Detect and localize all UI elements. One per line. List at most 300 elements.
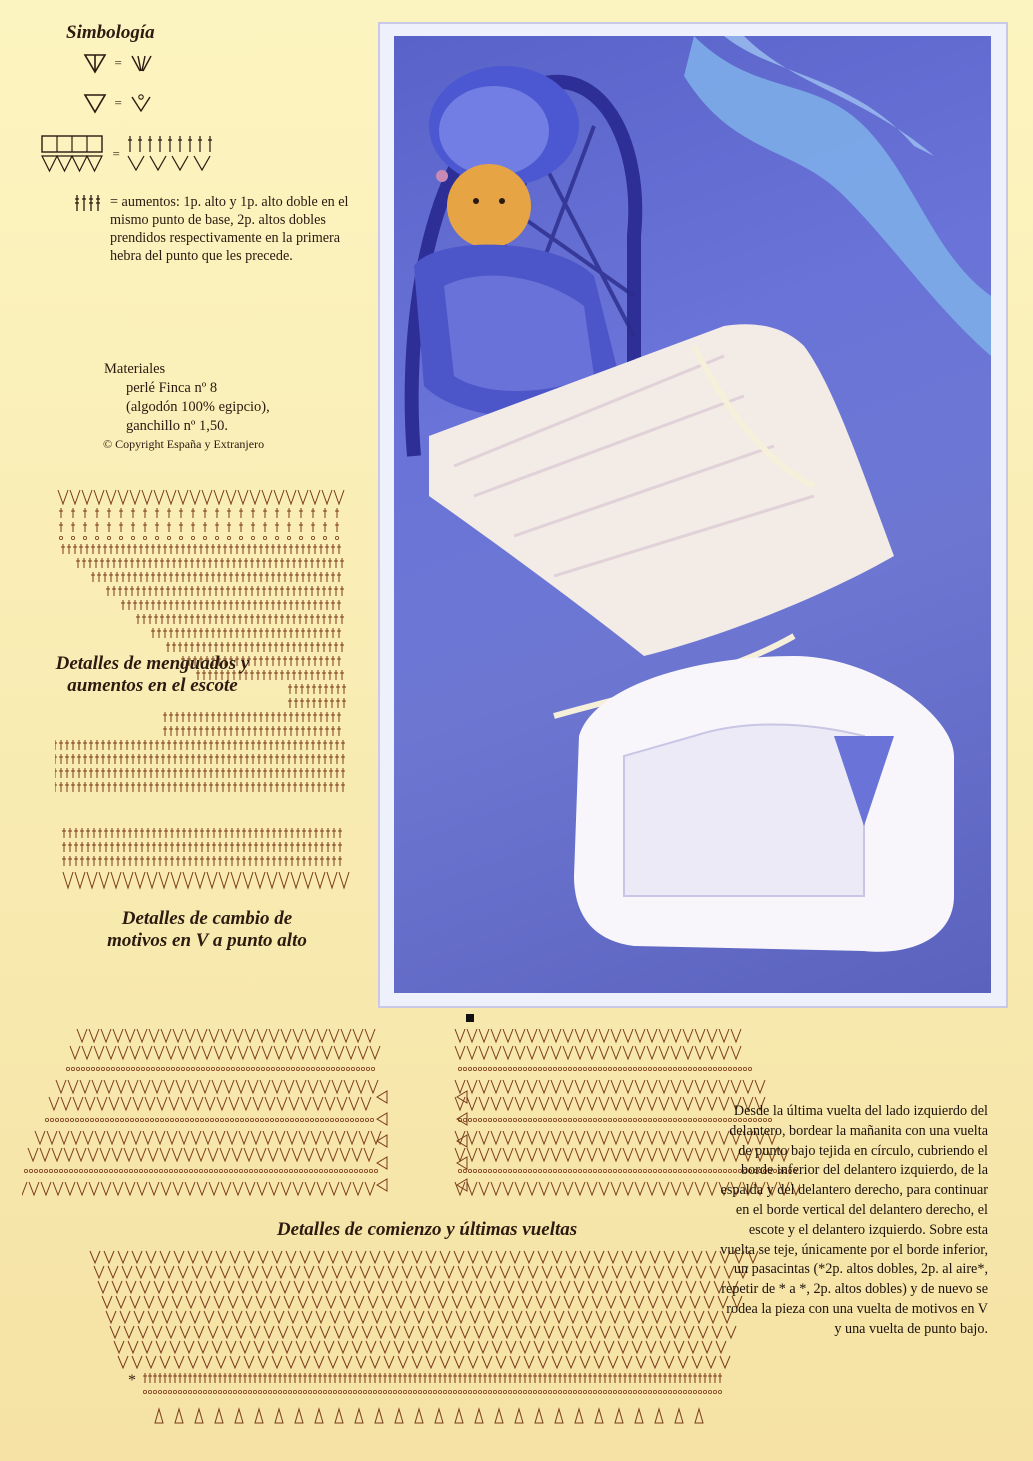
chain-stitch-mark [573,1067,576,1070]
v-stitch-mark [551,1148,561,1161]
tall-stitch-mark [383,1373,387,1383]
v-stitch-mark [287,1131,297,1144]
v-stitch-mark [224,1281,234,1293]
tall-stitch-mark [227,768,231,778]
v-stitch-mark [293,1182,303,1195]
chain-stitch-mark [224,1169,227,1172]
chain-stitch-mark [678,1390,681,1393]
tall-stitch-mark [277,572,281,582]
v-stitch-mark [268,1148,278,1161]
chain-stitch-mark [498,1169,501,1172]
tall-stitch-mark [320,828,324,838]
v-stitch-mark [22,1182,27,1195]
tall-stitch-mark [295,600,299,610]
v-stitch-mark [404,1326,414,1338]
tall-stitch-mark [335,782,339,792]
tall-stitch-mark [158,856,162,866]
v-stitch-mark [416,1266,426,1278]
v-stitch-mark [88,1148,98,1161]
chain-stitch-mark [508,1118,511,1121]
chain-stitch-mark [508,1067,511,1070]
picot-mark [355,1409,363,1423]
tall-stitch-mark [325,572,329,582]
cluster-stitch-icon [128,52,154,74]
v-stitch-mark [248,1266,258,1278]
tall-stitch-mark [128,828,132,838]
v-stitch-mark [53,1182,63,1195]
chain-stitch-mark [363,1390,366,1393]
v-stitch-mark [114,1341,124,1353]
chain-stitch-mark [90,1118,93,1121]
chain-stitch-mark [280,1118,283,1121]
chain-stitch-mark [678,1169,681,1172]
v-stitch-mark [265,1097,275,1110]
chain-stitch-mark [608,1390,611,1393]
chain-stitch-mark [578,1390,581,1393]
v-stitch-mark [695,1148,705,1161]
chain-stitch-mark [688,1118,691,1121]
tall-stitch-mark [328,558,332,568]
v-stitch-mark [148,1148,158,1161]
tall-stitch-mark [319,628,323,638]
v-stitch-mark [695,1131,705,1144]
v-stitch-mark [539,1080,549,1093]
tall-stitch-mark [65,740,69,750]
tall-stitch-mark [283,726,287,736]
chain-stitch-mark [663,1390,666,1393]
v-stitch-mark [298,1046,308,1059]
chain-stitch-mark [346,1067,349,1070]
v-stitch-mark [352,1148,362,1161]
tall-stitch-mark [283,544,287,554]
v-stitch-mark [659,1182,669,1195]
tall-stitch-mark [143,754,147,764]
picot-mark [295,1409,303,1423]
tall-stitch-mark [316,586,320,596]
chain-stitch-mark [498,1067,501,1070]
tall-stitch-mark [262,642,266,652]
v-stitch-mark [336,1281,346,1293]
chain-stitch-mark [558,1067,561,1070]
tall-stitch-mark [211,726,215,736]
tall-stitch-mark [523,1373,527,1383]
v-stitch-mark [98,1281,108,1293]
tall-stitch-mark [127,544,131,554]
chain-stitch-mark [215,536,218,539]
tall-stitch-mark [287,508,291,518]
tall-stitch-mark [161,768,165,778]
tall-stitch-mark [324,684,328,694]
v-stitch-mark [650,1356,660,1368]
v-stitch-mark [308,1281,318,1293]
v-stitch-mark [135,872,145,888]
tall-stitch-mark [272,856,276,866]
tall-stitch-mark [578,1373,582,1383]
tall-stitch-mark [203,508,207,518]
chain-stitch-mark [503,1390,506,1393]
tall-stitch-mark [230,856,234,866]
v-stitch-mark [587,1029,597,1042]
tall-stitch-mark [107,754,111,764]
chain-stitch-mark [124,1169,127,1172]
tall-stitch-mark [226,558,230,568]
tall-stitch-mark [137,740,141,750]
tall-stitch-mark [236,856,240,866]
chain-stitch-mark [613,1067,616,1070]
v-stitch-mark [504,1281,514,1293]
v-stitch-mark [456,1311,466,1323]
tall-stitch-mark [278,842,282,852]
v-stitch-mark [326,1296,336,1308]
tall-stitch-mark [160,586,164,596]
chain-stitch-mark [134,1169,137,1172]
v-stitch-mark [479,1080,489,1093]
tall-stitch-mark [221,768,225,778]
v-stitch-mark [230,1251,240,1263]
tall-stitch-mark [217,544,221,554]
chain-stitch-mark [341,1067,344,1070]
chain-stitch-mark [45,1118,48,1121]
chain-stitch-mark [335,1118,338,1121]
tall-stitch-mark [199,544,203,554]
v-stitch-mark [599,1029,609,1042]
side-triangle-mark [377,1113,387,1125]
motif-heading-line-2: motivos en V a punto alto [107,930,307,951]
v-stitch-mark [305,1182,315,1195]
v-stitch-mark [659,1046,669,1059]
picot-mark [515,1409,523,1423]
tall-stitch-mark [294,684,298,694]
v-stitch-mark [145,1097,155,1110]
chain-stitch-mark [361,1067,364,1070]
tall-stitch-mark [229,628,233,638]
tall-stitch-mark [242,828,246,838]
tall-stitch-mark [202,614,206,624]
v-stitch-mark [587,1097,597,1110]
chain-stitch-mark [303,1390,306,1393]
tall-stitch-mark [259,600,263,610]
tall-stitch-mark [194,856,198,866]
v-stitch-mark [731,1029,741,1042]
v-stitch-mark [584,1266,594,1278]
tall-stitch-mark [148,614,152,624]
v-stitch-mark [660,1341,670,1353]
tall-stitch-mark [326,842,330,852]
chain-stitch-mark [191,1067,194,1070]
tall-stitch-mark [191,754,195,764]
tall-stitch-mark [220,642,224,652]
tall-stitch-mark [131,768,135,778]
tall-stitch-mark [169,600,173,610]
v-stitch-mark [111,872,121,888]
chain-stitch-mark [308,1390,311,1393]
v-stitch-mark [150,1266,160,1278]
tall-stitch-mark [62,856,66,866]
tall-stitch-mark [277,544,281,554]
v-stitch-mark [563,1029,573,1042]
tall-stitch-mark [243,1373,247,1383]
v-stitch-mark [41,1182,51,1195]
v-stitch-mark [680,1311,690,1323]
chain-stitch-mark [703,1118,706,1121]
tall-stitch-mark [157,600,161,610]
tall-stitch-mark [173,740,177,750]
tall-stitch-mark [274,558,278,568]
chain-stitch-mark [698,1169,701,1172]
v-stitch-mark [173,1182,183,1195]
chain-stitch-mark [266,1067,269,1070]
v-stitch-mark [527,1097,537,1110]
v-stitch-mark [341,1182,351,1195]
tall-stitch-mark [340,614,344,624]
tall-stitch-mark [278,856,282,866]
tall-stitch-mark [218,842,222,852]
v-stitch-mark [614,1326,624,1338]
tall-stitch-mark [169,544,173,554]
chain-stitch-mark [199,1169,202,1172]
tall-stitch-mark [83,754,87,764]
chain-stitch-mark [220,1118,223,1121]
picot-mark [175,1409,183,1423]
tall-stitch-mark [287,522,291,532]
v-stitch-mark [118,490,128,504]
v-stitch-mark [611,1148,621,1161]
v-stitch-mark [234,1266,244,1278]
v-stitch-mark [539,1131,549,1144]
tall-stitch-mark [94,558,98,568]
tall-stitch-mark [95,522,99,532]
chain-stitch-mark [653,1390,656,1393]
chain-stitch-mark [85,1118,88,1121]
v-stitch-mark [146,1251,156,1263]
chain-stitch-mark [65,1118,68,1121]
tall-stitch-mark [218,1373,222,1383]
tall-stitch-mark [183,1373,187,1383]
v-stitch-mark [128,1341,138,1353]
tall-stitch-mark [145,572,149,582]
chain-stitch-mark [643,1390,646,1393]
chain-stitch-mark [229,1169,232,1172]
v-stitch-mark [168,1281,178,1293]
product-photo [394,36,991,993]
v-stitch-mark [334,1326,344,1338]
tall-stitch-mark [71,754,75,764]
v-stitch-mark [320,1080,330,1093]
tall-stitch-mark [203,740,207,750]
v-stitch-mark [304,1266,314,1278]
tall-stitch-mark [206,842,210,852]
chain-stitch-mark [593,1169,596,1172]
tall-stitch-mark [316,558,320,568]
tall-stitch-mark [235,572,239,582]
chain-stitch-mark [364,1169,367,1172]
chain-stitch-mark [458,1390,461,1393]
tall-stitch-mark [61,544,65,554]
v-stitch-mark [647,1080,657,1093]
v-stitch-mark [686,1281,696,1293]
chain-stitch-mark [314,1169,317,1172]
tall-stitch-mark [238,642,242,652]
chain-stitch-mark [179,1169,182,1172]
tall-stitch-mark [187,726,191,736]
chain-stitch-mark [658,1118,661,1121]
tall-stitch-mark [253,600,257,610]
tall-stitch-mark [275,508,279,518]
chain-stitch-mark [608,1067,611,1070]
tall-stitch-mark [221,754,225,764]
tall-stitch-mark [124,586,128,596]
chain-stitch-mark [287,536,290,539]
tall-stitch-mark [253,572,257,582]
tall-stitch-mark [173,754,177,764]
v-stitch-mark [104,1080,114,1093]
tall-stitch-mark [223,600,227,610]
chain-stitch-mark [608,1169,611,1172]
chain-stitch-mark [613,1118,616,1121]
tall-stitch-mark [242,856,246,866]
tall-stitch-mark [175,628,179,638]
tall-stitch-mark [653,1373,657,1383]
chain-stitch-mark [70,1118,73,1121]
v-stitch-mark [707,1182,717,1195]
tall-stitch-mark [533,1373,537,1383]
tall-stitch-mark [513,1373,517,1383]
v-stitch-mark [63,872,73,888]
tall-stitch-mark [323,522,327,532]
v-stitch-mark [659,1029,669,1042]
v-stitch-mark [664,1251,674,1263]
chain-stitch-mark [80,1118,83,1121]
chain-stitch-mark [473,1390,476,1393]
chain-stitch-mark [273,1390,276,1393]
v-stitch-mark [245,1182,255,1195]
chain-stitch-mark [231,1067,234,1070]
chain-stitch-mark [713,1118,716,1121]
tall-stitch-mark [193,712,197,722]
v-stitch-mark [75,872,85,888]
chain-stitch-mark [538,1169,541,1172]
v-stitch-mark [707,1131,717,1144]
chain-stitch-mark [153,1390,156,1393]
v-stitch-mark [194,1326,204,1338]
v-stitch-mark [482,1356,492,1368]
tall-stitch-mark [322,642,326,652]
v-stitch-mark [491,1182,501,1195]
chain-stitch-mark [453,1390,456,1393]
tall-stitch-mark [310,614,314,624]
v-stitch-mark [575,1080,585,1093]
chain-stitch-mark [708,1169,711,1172]
v-stitch-mark [308,1080,318,1093]
tall-stitch-mark [107,508,111,518]
tall-stitch-mark [166,642,170,652]
tall-stitch-mark [317,768,321,778]
tall-stitch-mark [203,768,207,778]
chain-stitch-mark [131,1067,134,1070]
v-stitch-mark [592,1296,602,1308]
v-stitch-mark [149,1029,159,1042]
chain-stitch-mark [568,1390,571,1393]
v-stitch-mark [279,872,289,888]
chain-stitch-mark [121,1067,124,1070]
chain-stitch-mark [538,1390,541,1393]
tall-stitch-mark [311,522,315,532]
chain-stitch-mark [175,1118,178,1121]
tall-stitch-mark [241,726,245,736]
chain-stitch-mark [305,1118,308,1121]
v-stitch-mark [520,1341,530,1353]
tall-stitch-mark [91,544,95,554]
tall-stitch-mark [418,1373,422,1383]
v-stitch-mark [566,1356,576,1368]
chain-stitch-mark [243,1390,246,1393]
tall-stitch-mark [145,544,149,554]
tall-stitch-mark [289,726,293,736]
tall-stitch-mark [212,856,216,866]
chain-stitch-mark [29,1169,32,1172]
chain-stitch-mark [204,1169,207,1172]
v-stitch-mark [238,1046,248,1059]
chain-stitch-mark [528,1169,531,1172]
v-stitch-mark [292,1148,302,1161]
chain-stitch-mark [463,1169,466,1172]
tall-stitch-mark [280,586,284,596]
tall-stitch-mark [131,740,135,750]
v-stitch-mark [82,1046,92,1059]
v-stitch-mark [246,1311,256,1323]
v-stitch-mark [482,1251,492,1263]
v-stitch-mark [264,1326,274,1338]
tall-stitch-mark [335,754,339,764]
tall-stitch-mark [167,754,171,764]
tall-stitch-mark [265,572,269,582]
chain-stitch-mark [263,536,266,539]
tall-stitch-mark [140,856,144,866]
tall-stitch-mark [313,1373,317,1383]
chain-stitch-mark [743,1067,746,1070]
tall-stitch-mark [304,642,308,652]
tall-stitch-mark [698,1373,702,1383]
v-stitch-mark [575,1148,585,1161]
tall-stitch-mark [335,768,339,778]
v-stitch-mark [611,1131,621,1144]
v-stitch-mark [568,1311,578,1323]
chain-stitch-mark [130,1118,133,1121]
chain-stitch-mark [728,1067,731,1070]
tall-stitch-mark [299,782,303,792]
v-stitch-mark [706,1356,716,1368]
tall-stitch-mark [236,828,240,838]
v-stitch-mark [250,490,260,504]
v-stitch-mark [624,1311,634,1323]
tall-stitch-mark [86,856,90,866]
tall-stitch-mark [683,1373,687,1383]
tall-stitch-mark [122,856,126,866]
v-stitch-mark [106,490,116,504]
v-stitch-mark [611,1046,621,1059]
v-stitch-mark [384,1251,394,1263]
chain-stitch-mark [298,1390,301,1393]
chain-stitch-mark [340,1118,343,1121]
v-stitch-mark [374,1266,384,1278]
v-stitch-mark [296,1080,306,1093]
v-stitch-mark [488,1326,498,1338]
tall-stitch-mark [262,614,266,624]
chain-stitch-mark [236,1067,239,1070]
tall-stitch-mark [323,782,327,792]
v-stitch-mark [647,1148,657,1161]
tall-stitch-mark [167,782,171,792]
